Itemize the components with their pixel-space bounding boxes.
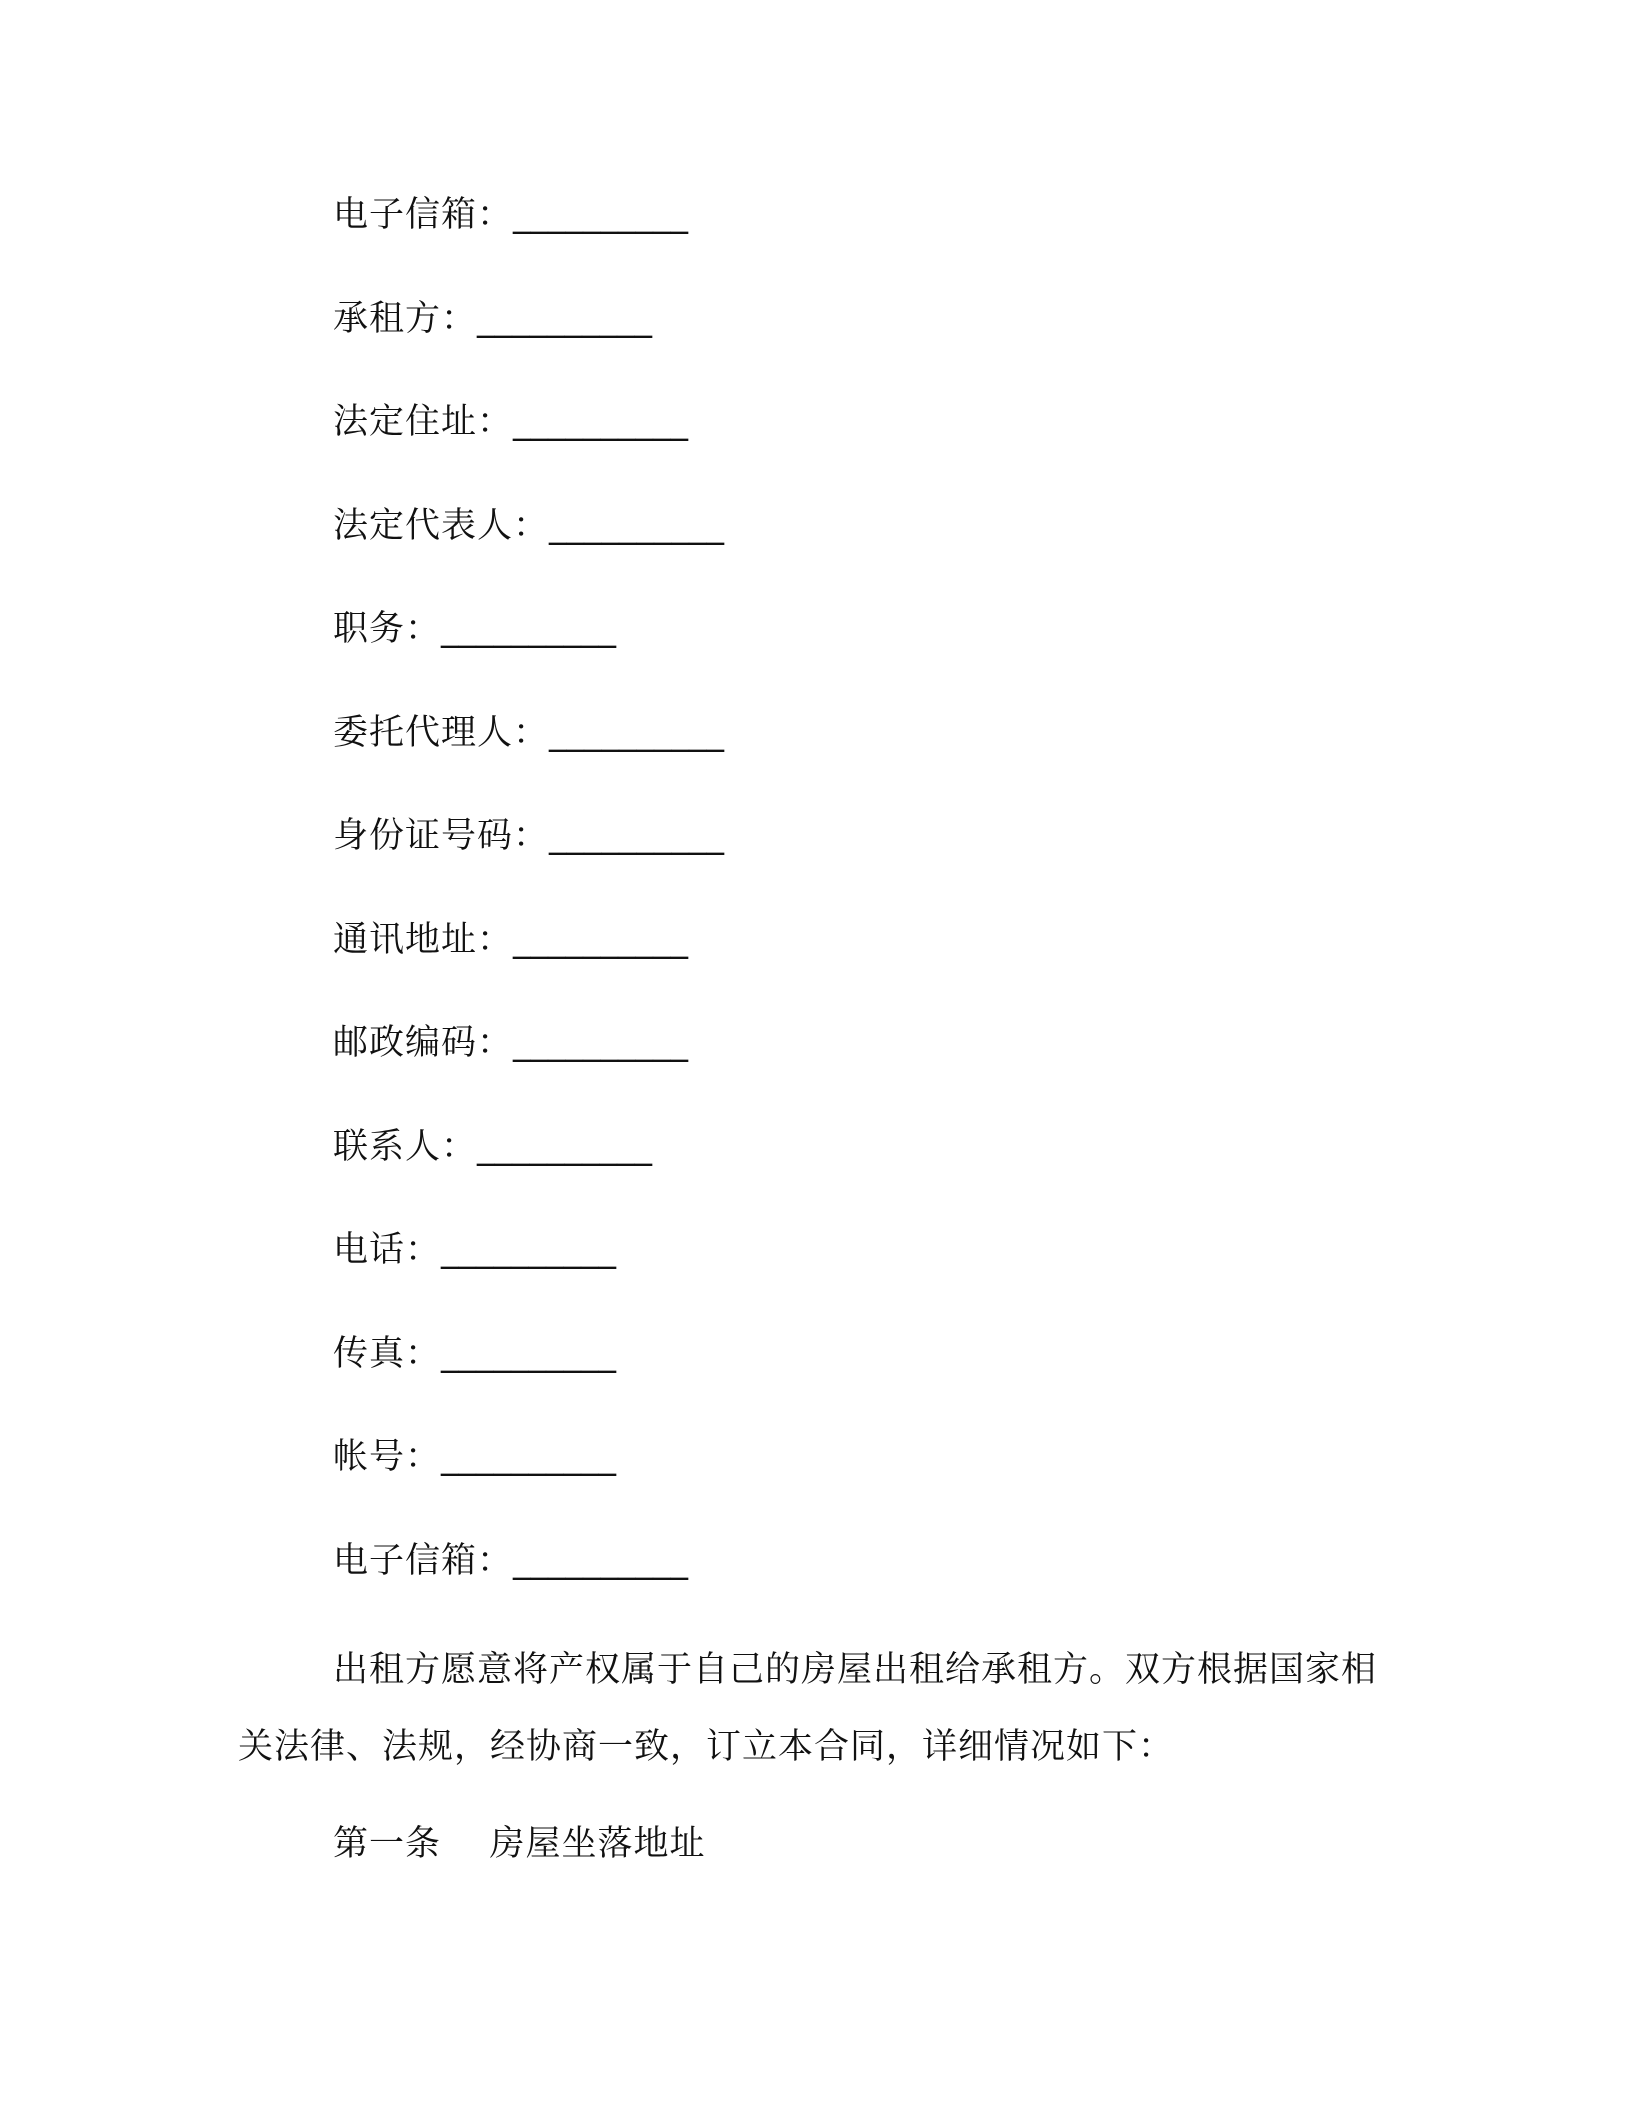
field-blank: __________ xyxy=(513,402,689,442)
field-label: 法定代表人： xyxy=(333,505,550,546)
field-legal-address xyxy=(333,392,724,496)
article-number: 第一条 xyxy=(333,1824,442,1864)
field-blank: __________ xyxy=(513,1023,689,1063)
field-label: 身份证号码： xyxy=(333,816,550,856)
field-label: 法定住址： xyxy=(333,402,514,442)
field-contact-person xyxy=(333,1117,724,1221)
field-lessee xyxy=(333,289,724,393)
field-blank: __________ xyxy=(513,1540,689,1581)
field-email-lessee xyxy=(333,1531,724,1635)
field-label: 电子信箱： xyxy=(333,1540,514,1581)
field-label: 委托代理人： xyxy=(333,712,550,753)
field-postal-code xyxy=(333,1013,724,1117)
field-blank: __________ xyxy=(477,298,653,339)
field-blank: __________ xyxy=(513,195,689,235)
field-label: 通讯地址： xyxy=(333,919,514,960)
field-label: 职务： xyxy=(333,609,442,649)
field-account-number xyxy=(333,1427,724,1531)
field-blank: __________ xyxy=(549,505,725,546)
field-position xyxy=(333,599,724,703)
intro-paragraph: 出租方愿意将产权属于自己的房屋出租给承租方。双方根据国家相关法律、法规，经协商一致，订立本合同，详细情况如下： xyxy=(238,1650,1378,1767)
field-blank: __________ xyxy=(441,1230,617,1270)
field-email-lessor xyxy=(333,185,724,289)
field-label: 承租方： xyxy=(333,298,478,339)
field-label: 传真： xyxy=(333,1333,442,1374)
field-label: 电子信箱： xyxy=(333,195,514,235)
field-legal-representative xyxy=(333,496,724,600)
field-authorized-agent xyxy=(333,703,724,807)
field-blank: __________ xyxy=(549,712,725,753)
field-blank: __________ xyxy=(441,1333,617,1374)
field-blank: __________ xyxy=(441,1437,617,1477)
article-heading xyxy=(333,1814,706,1874)
field-mailing-address xyxy=(333,910,724,1014)
field-label: 帐号： xyxy=(333,1437,442,1477)
field-phone xyxy=(333,1220,724,1324)
article-title: 房屋坐落地址 xyxy=(489,1824,706,1864)
contract-field-list xyxy=(333,185,724,1634)
field-label: 电话： xyxy=(333,1230,442,1270)
field-blank: __________ xyxy=(549,816,725,856)
field-blank: __________ xyxy=(441,609,617,649)
field-fax xyxy=(333,1324,724,1428)
field-label: 邮政编码： xyxy=(333,1023,514,1063)
field-label: 联系人： xyxy=(333,1126,478,1167)
field-id-number xyxy=(333,806,724,910)
field-blank: __________ xyxy=(477,1126,653,1167)
field-blank: __________ xyxy=(513,919,689,960)
